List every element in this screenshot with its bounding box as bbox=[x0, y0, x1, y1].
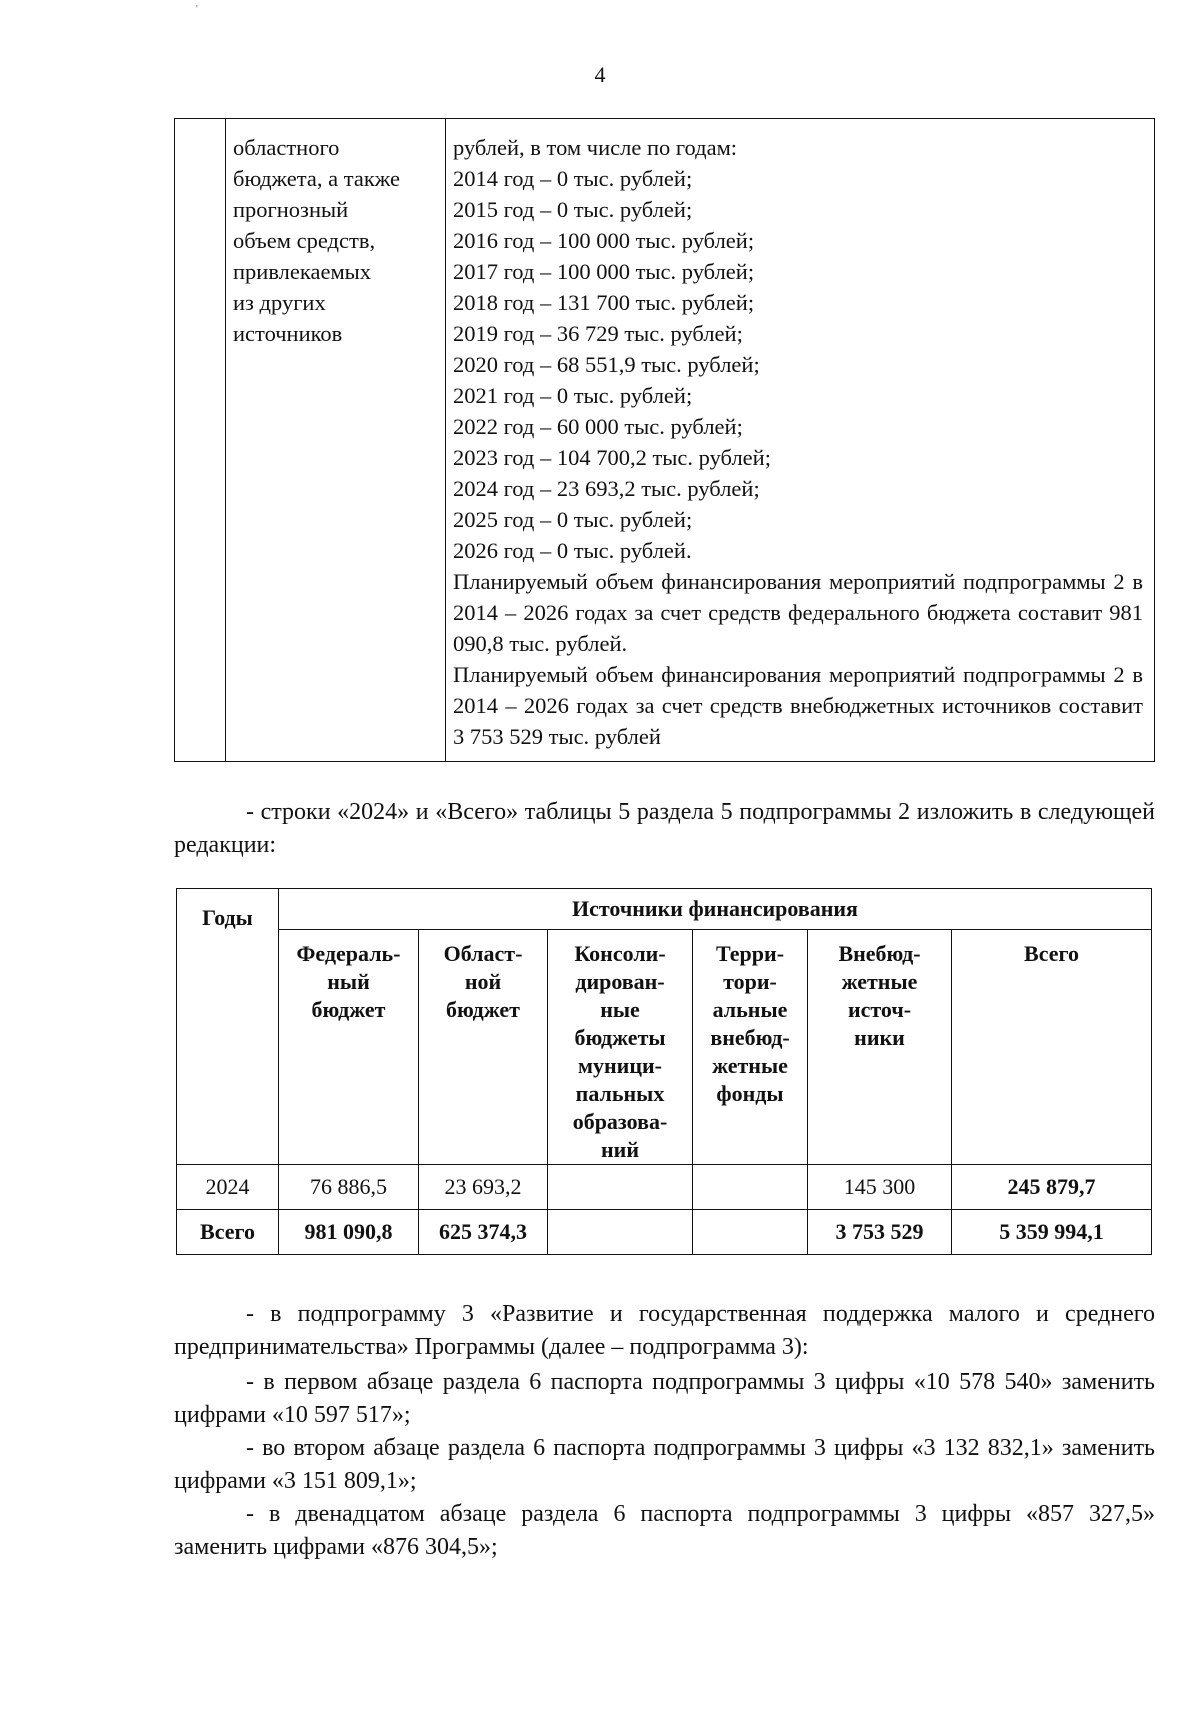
passport-table bbox=[174, 118, 1155, 762]
funding-line: 2017 год – 100 000 тыс. рублей; bbox=[453, 259, 755, 284]
label-line: привлекаемых bbox=[233, 259, 372, 284]
regional-cell: 625 374,3 bbox=[419, 1210, 548, 1255]
year-cell: 2024 bbox=[177, 1165, 279, 1210]
total-cell: 245 879,7 bbox=[952, 1165, 1152, 1210]
funding-line: 2024 год – 23 693,2 тыс. рублей; bbox=[453, 476, 760, 501]
label-line: областного bbox=[233, 135, 340, 160]
years-header: Годы bbox=[177, 889, 279, 1165]
municipal-budgets-header: Консоли- дирован- ные бюджеты муници- пальных образова- ний bbox=[548, 930, 693, 1165]
federal-budget-paragraph: Планируемый объем финансирования мероприятий подпрограммы 2 в 2014 – 2026 годах за счет средств федерального бюджета составит 981 090,8 тыс. рублей. bbox=[453, 569, 1143, 656]
passport-label-cell bbox=[233, 132, 433, 349]
table-divider bbox=[225, 119, 226, 761]
territorial-funds-header: Терри- тори- альные внебюд- жетные фонды bbox=[693, 930, 808, 1165]
extrabudget-cell: 3 753 529 bbox=[808, 1210, 952, 1255]
intro-paragraph bbox=[174, 796, 1155, 862]
funding-line: рублей, в том числе по годам: bbox=[453, 135, 738, 160]
funding-line: 2014 год – 0 тыс. рублей; bbox=[453, 166, 693, 191]
amendment-paragraph: - во втором абзаце раздела 6 паспорта подпрограммы 3 цифры «3 132 832,1» заменить цифрами «3 151 809,1»; bbox=[174, 1435, 1155, 1494]
funding-line: 2020 год – 68 551,9 тыс. рублей; bbox=[453, 352, 760, 377]
funding-line: 2019 год – 36 729 тыс. рублей; bbox=[453, 321, 743, 346]
total-header: Всего bbox=[952, 930, 1152, 1165]
year-cell: Всего bbox=[177, 1210, 279, 1255]
scan-mark: ' bbox=[196, 4, 198, 15]
label-line: прогнозный bbox=[233, 197, 349, 222]
funding-line: 2016 год – 100 000 тыс. рублей; bbox=[453, 228, 755, 253]
amendment-paragraph: - в двенадцатом абзаце раздела 6 паспорта подпрограммы 3 цифры «857 327,5» заменить цифрами «876 304,5»; bbox=[174, 1501, 1155, 1560]
funding-line: 2015 год – 0 тыс. рублей; bbox=[453, 197, 693, 222]
federal-cell: 76 886,5 bbox=[279, 1165, 419, 1210]
territorial-cell bbox=[693, 1210, 808, 1255]
federal-cell: 981 090,8 bbox=[279, 1210, 419, 1255]
municipal-cell bbox=[548, 1210, 693, 1255]
table-divider bbox=[445, 119, 446, 761]
sources-header: Источники финансирования bbox=[279, 889, 1152, 930]
territorial-cell bbox=[693, 1165, 808, 1210]
table-row bbox=[177, 1165, 1152, 1210]
municipal-cell bbox=[548, 1165, 693, 1210]
funding-line: 2023 год – 104 700,2 тыс. рублей; bbox=[453, 445, 771, 470]
extrabudget-sources-header: Внебюд- жетные источ- ники bbox=[808, 930, 952, 1165]
label-line: из других bbox=[233, 290, 326, 315]
funding-line: 2022 год – 60 000 тыс. рублей; bbox=[453, 414, 743, 439]
amendment-paragraph: - в первом абзаце раздела 6 паспорта подпрограммы 3 цифры «10 578 540» заменить цифрами «10 597 517»; bbox=[174, 1369, 1155, 1428]
label-line: источников bbox=[233, 321, 343, 346]
financing-table bbox=[176, 888, 1152, 1255]
label-line: бюджета, а также bbox=[233, 166, 401, 191]
label-line: объем средств, bbox=[233, 228, 376, 253]
total-cell: 5 359 994,1 bbox=[952, 1210, 1152, 1255]
passport-value-cell bbox=[453, 132, 1143, 752]
federal-budget-header: Федераль- ный бюджет bbox=[279, 930, 419, 1165]
table-row bbox=[177, 1210, 1152, 1255]
funding-line: 2026 год – 0 тыс. рублей. bbox=[453, 538, 692, 563]
regional-budget-header: Област- ной бюджет bbox=[419, 930, 548, 1165]
funding-line: 2018 год – 131 700 тыс. рублей; bbox=[453, 290, 755, 315]
intro-text: - строки «2024» и «Всего» таблицы 5 раздела 5 подпрограммы 2 изложить в следующей редакции: bbox=[174, 799, 1155, 858]
amendment-paragraph: - в подпрограмму 3 «Развитие и государственная поддержка малого и среднего предпринимательства» Программы (далее – подпрограмма 3): bbox=[174, 1301, 1155, 1360]
page-number: 4 bbox=[594, 62, 606, 87]
extrabudget-cell: 145 300 bbox=[808, 1165, 952, 1210]
funding-line: 2021 год – 0 тыс. рублей; bbox=[453, 383, 693, 408]
funding-line: 2025 год – 0 тыс. рублей; bbox=[453, 507, 693, 532]
extrabudget-paragraph: Планируемый объем финансирования мероприятий подпрограммы 2 в 2014 – 2026 годах за счет средств внебюджетных источников составит 3 753 529 тыс. рублей bbox=[453, 662, 1143, 749]
regional-cell: 23 693,2 bbox=[419, 1165, 548, 1210]
